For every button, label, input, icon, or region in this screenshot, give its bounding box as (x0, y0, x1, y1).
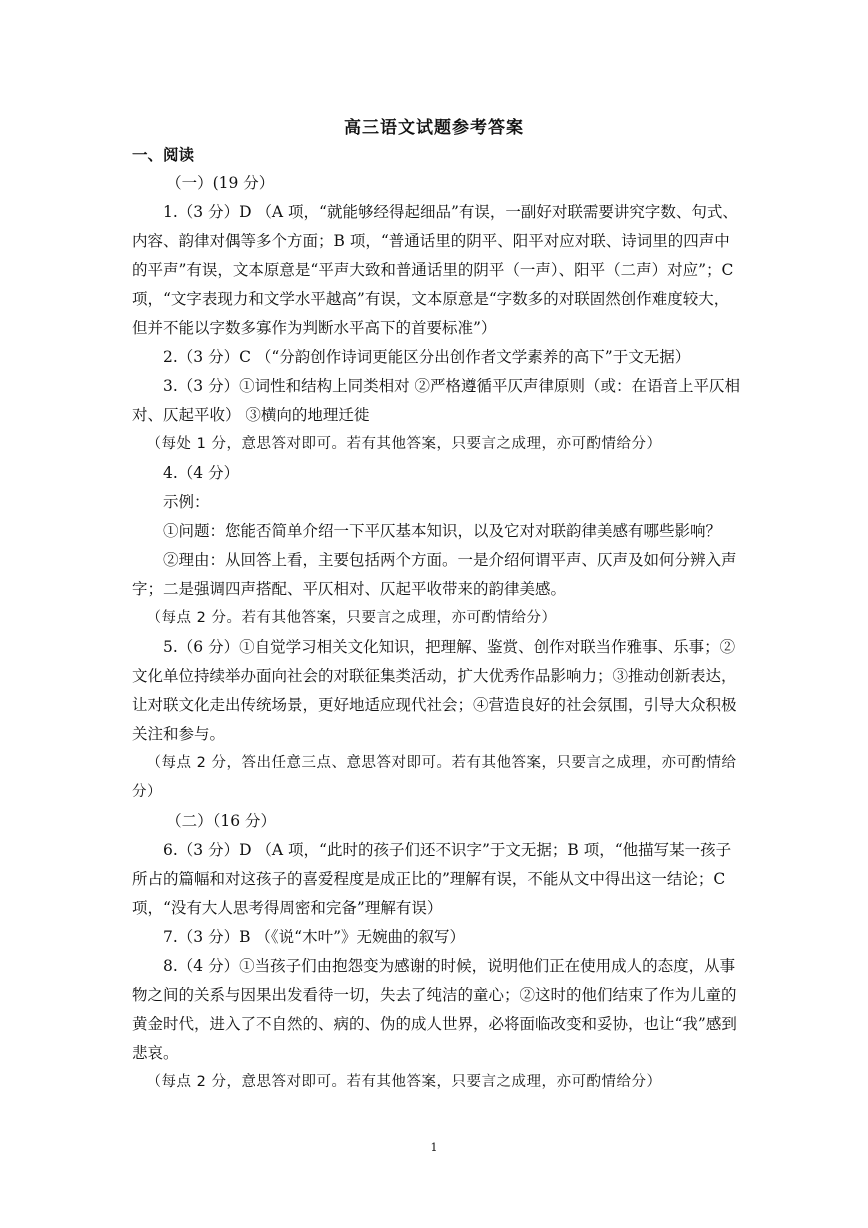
page-title: 高三语文试题参考答案 (344, 118, 524, 138)
scoring-note-q5: （每点 2 分，答出任意三点、意思答对即可。若有其他答案，只要言之成理，亦可酌情给分） (132, 755, 737, 800)
answer-q4-reason: ②理由：从回答上看，主要包括两个方面。一是介绍何谓平声、仄声及如何分辨入声字；二是强调四声搭配、平仄相对、仄起平收带来的韵律美感。 (132, 551, 737, 598)
answer-q2: 2.（3 分）C （“分韵创作诗词更能区分出创作者文学素养的高下”于文无据） (163, 348, 691, 366)
answer-q7: 7.（3 分）B （《说“木叶”》无婉曲的叙写） (163, 928, 465, 946)
subsection-heading-2: （二）（16 分） (166, 812, 276, 830)
answer-body (132, 140, 740, 1097)
scoring-note-q3: （每处 1 分，意思答对即可。若有其他答案，只要言之成理，亦可酌情给分） (146, 436, 662, 452)
subsection-heading-1: （一）(19 分） (166, 174, 275, 192)
scoring-note-q8: （每点 2 分，意思答对即可。若有其他答案，只要言之成理，亦可酌情给分） (146, 1074, 662, 1090)
answer-q4-question: ①问题：您能否简单介绍一下平仄基本知识，以及它对对联韵律美感有哪些影响？ (163, 522, 722, 540)
answer-q6: 6.（3 分）D （A 项，“此时的孩子们还不识字”于文无据；B 项，“他描写某一孩子所占的篇幅和对这孩子的喜爱程度是成正比的”理解有误，不能从文中得出这一结论；C 项，“没有大人思考得周密和完备”理解有误） (132, 841, 732, 917)
page-number: 1 (430, 1141, 438, 1154)
answer-q4: 4.（4 分） (163, 464, 240, 482)
answer-q5: 5.（6 分）①自觉学习相关文化知识，把理解、鉴赏、创作对联当作雅事、乐事；②文化单位持续举办面向社会的对联征集类活动，扩大优秀作品影响力；③推动创新表达，让对联文化走出传统场景，更好地适应现代社会；④营造良好的社会氛围，引导大众积极关注和参与。 (132, 638, 737, 743)
answer-q8: 8.（4 分）①当孩子们由抱怨变为感谢的时候，说明他们正在使用成人的态度，从事物之间的关系与因果出发看待一切，失去了纯洁的童心；②这时的他们结束了作为儿童的黄金时代，进入了不自然的、病的、伪的成人世界，必将面临改变和妥协，也让“我”感到悲哀。 (132, 957, 737, 1062)
scoring-note-q4: （每点 2 分。若有其他答案，只要言之成理，亦可酌情给分） (146, 610, 557, 626)
answer-q1: 1.（3 分）D （A 项，“就能够经得起细品”有误，一副好对联需要讲究字数、句式、内容、韵律对偶等多个方面；B 项，“普通话里的阴平、阳平对应对联、诗词里的四声中的平声”有误，文本原意是“平声大致和普通话里的阴平（一声）、阳平（二声）对应”；C 项，“文字表现力和文学水平越高”有误，文本原意是“字数多的对联固然创作难度较大，但并不能以字数多寡作为判断水平高下的首要标准”） (132, 203, 738, 337)
answer-q3: 3.（3 分）①词性和结构上同类相对 ②严格遵循平仄声律原则（或：在语音上平仄相对、仄起平收） ③横向的地理迁徙 (132, 377, 741, 424)
section-heading-reading: 一、阅读 (132, 145, 195, 164)
answer-q4-example-label: 示例： (163, 493, 210, 511)
